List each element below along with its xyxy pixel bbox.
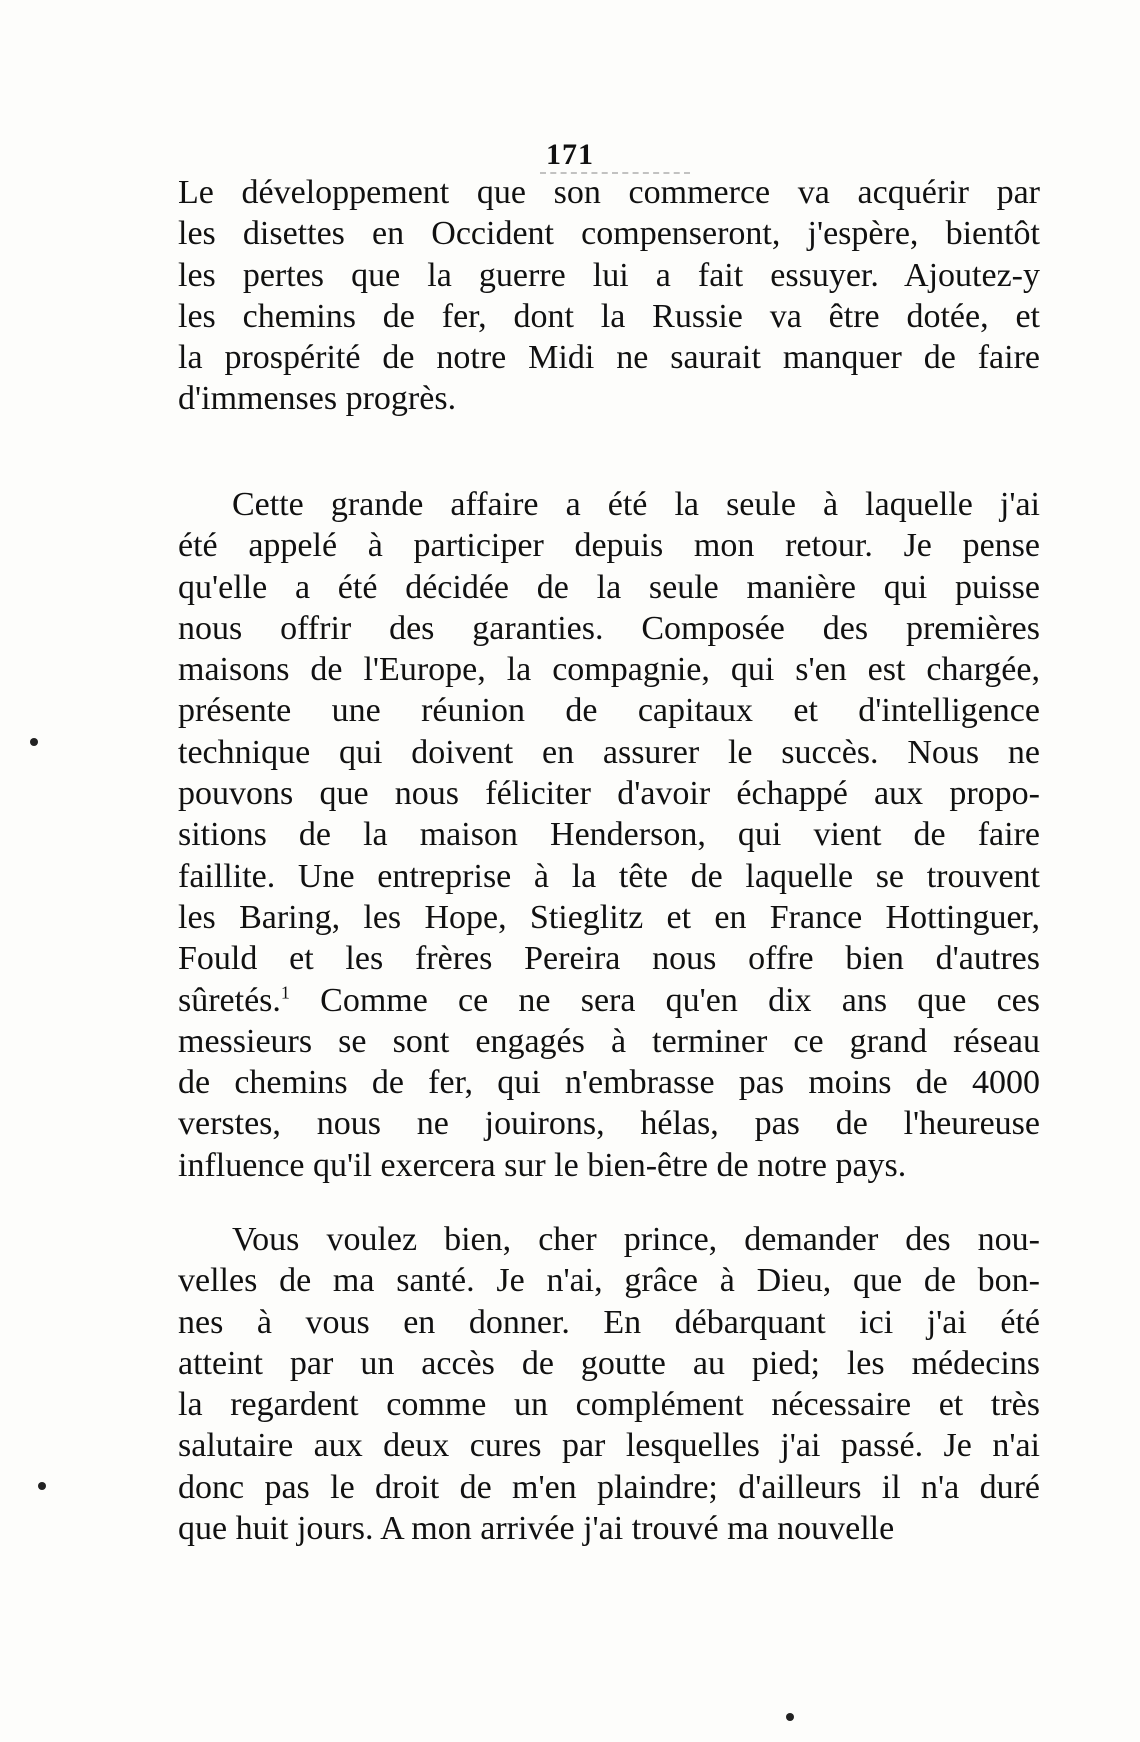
text-line: nes à vous en donner. En débarquant ici j'ai été [178, 1303, 1040, 1341]
text-segment: sûretés. [178, 981, 281, 1019]
text-line: velles de ma santé. Je n'ai, grâce à Dieu, que de bon- [178, 1262, 1040, 1300]
paragraph-3 [178, 1219, 1040, 1549]
text-line: Fould et les frères Pereira nous offre bien d'autres [178, 940, 1040, 978]
text-line: technique qui doivent en assurer le succès. Nous ne [178, 733, 1040, 771]
text-line: atteint par un accès de goutte au pied; les médecins [178, 1344, 1040, 1382]
text-line: verstes, nous ne jouirons, hélas, pas de l'heureuse [178, 1105, 1040, 1143]
text-line: maisons de l'Europe, la compagnie, qui s'en est chargée, [178, 651, 1040, 689]
text-line: les disettes en Occident compenseront, j'espère, bientôt [178, 215, 1040, 253]
text-line: messieurs se sont engagés à terminer ce grand réseau [178, 1022, 1040, 1060]
text-line: nous offrir des garanties. Composée des premières [178, 609, 1040, 647]
text-segment: Comme ce ne sera qu'en dix ans que ces [320, 981, 1040, 1019]
text-line: Le développement que son commerce va acquérir par [178, 174, 1040, 211]
text-line: d'immenses progrès. [178, 380, 457, 418]
paragraph-1 [178, 172, 1040, 420]
text-line: de chemins de fer, qui n'embrasse pas moins de 4000 [178, 1064, 1040, 1102]
text-line: Cette grande affaire a été la seule à laquelle j'ai [232, 486, 1040, 523]
text-line: donc pas le droit de m'en plaindre; d'ailleurs il n'a duré [178, 1468, 1040, 1506]
text-line: les Baring, les Hope, Stieglitz et en France Hottinguer, [178, 898, 1040, 936]
paragraph-2 [178, 484, 1040, 1186]
text-line: les pertes que la guerre lui a fait essuyer. Ajoutez-y [178, 256, 1040, 294]
text-line: faillite. Une entreprise à la tête de laquelle se trouvent [178, 857, 1040, 895]
ink-speck [38, 1482, 46, 1490]
text-line: Vous voulez bien, cher prince, demander des nou- [232, 1221, 1040, 1258]
footnote-marker: 1 [280, 982, 290, 1003]
page-number: 171 [546, 138, 594, 171]
text-line: sitions de la maison Henderson, qui vient de faire [178, 816, 1040, 854]
text-line: la regardent comme un complément nécessaire et très [178, 1386, 1040, 1424]
text-line: la prospérité de notre Midi ne saurait manquer de faire [178, 339, 1040, 377]
text-line: que huit jours. A mon arrivée j'ai trouvé ma nouvelle [178, 1510, 895, 1548]
text-line-with-footnote [178, 980, 1040, 1021]
text-line: qu'elle a été décidée de la seule manière qui puisse [178, 568, 1040, 606]
text-line: pouvons que nous féliciter d'avoir échappé aux propo- [178, 775, 1040, 813]
text-line: les chemins de fer, dont la Russie va être dotée, et [178, 297, 1040, 335]
ink-speck [30, 738, 38, 746]
ink-speck [786, 1713, 794, 1721]
text-line: été appelé à participer depuis mon retour. Je pense [178, 527, 1040, 565]
text-line: salutaire aux deux cures par lesquelles j'ai passé. Je n'ai [178, 1427, 1040, 1465]
text-line: influence qu'il exercera sur le bien-être de notre pays. [178, 1146, 907, 1184]
text-line: présente une réunion de capitaux et d'intelligence [178, 692, 1040, 730]
